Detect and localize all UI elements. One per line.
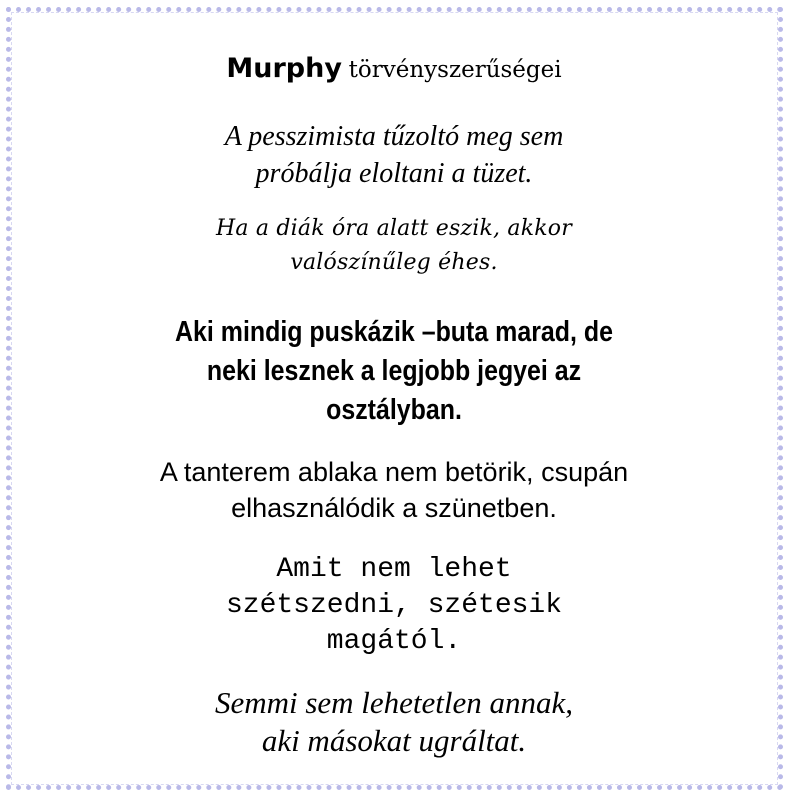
law-line: valószínűleg éhes.	[290, 250, 498, 275]
title-rest: törvényszerűségei	[348, 57, 562, 83]
law-line: Aki mindig puskázik –buta marad, de	[175, 316, 613, 348]
law-line: A pesszimista tűzoltó meg sem	[224, 121, 564, 152]
law-line: osztályban.	[326, 394, 462, 426]
law-4	[20, 454, 768, 526]
law-2	[20, 212, 768, 280]
law-3	[72, 313, 715, 430]
page-title	[20, 48, 768, 90]
law-line: magától.	[326, 626, 462, 657]
law-line: aki másokat ugráltat.	[261, 723, 527, 758]
law-1	[20, 118, 768, 192]
law-line: Ha a diák óra alatt eszik, akkor	[216, 216, 572, 241]
law-line: neki lesznek a legjobb jegyei az	[206, 355, 582, 387]
law-line: Amit nem lehet	[276, 554, 512, 585]
law-line: próbálja eloltani a tüzet.	[255, 158, 533, 189]
law-line: Semmi sem lehetetlen annak,	[214, 685, 574, 720]
law-5	[20, 552, 768, 660]
law-line: elhasználódik a szünetben.	[231, 493, 557, 523]
law-6	[20, 684, 768, 760]
law-line: szétszedni, szétesik	[225, 590, 563, 621]
law-line: A tanterem ablaka nem betörik, csupán	[159, 457, 629, 487]
title-name: Murphy	[226, 53, 342, 84]
